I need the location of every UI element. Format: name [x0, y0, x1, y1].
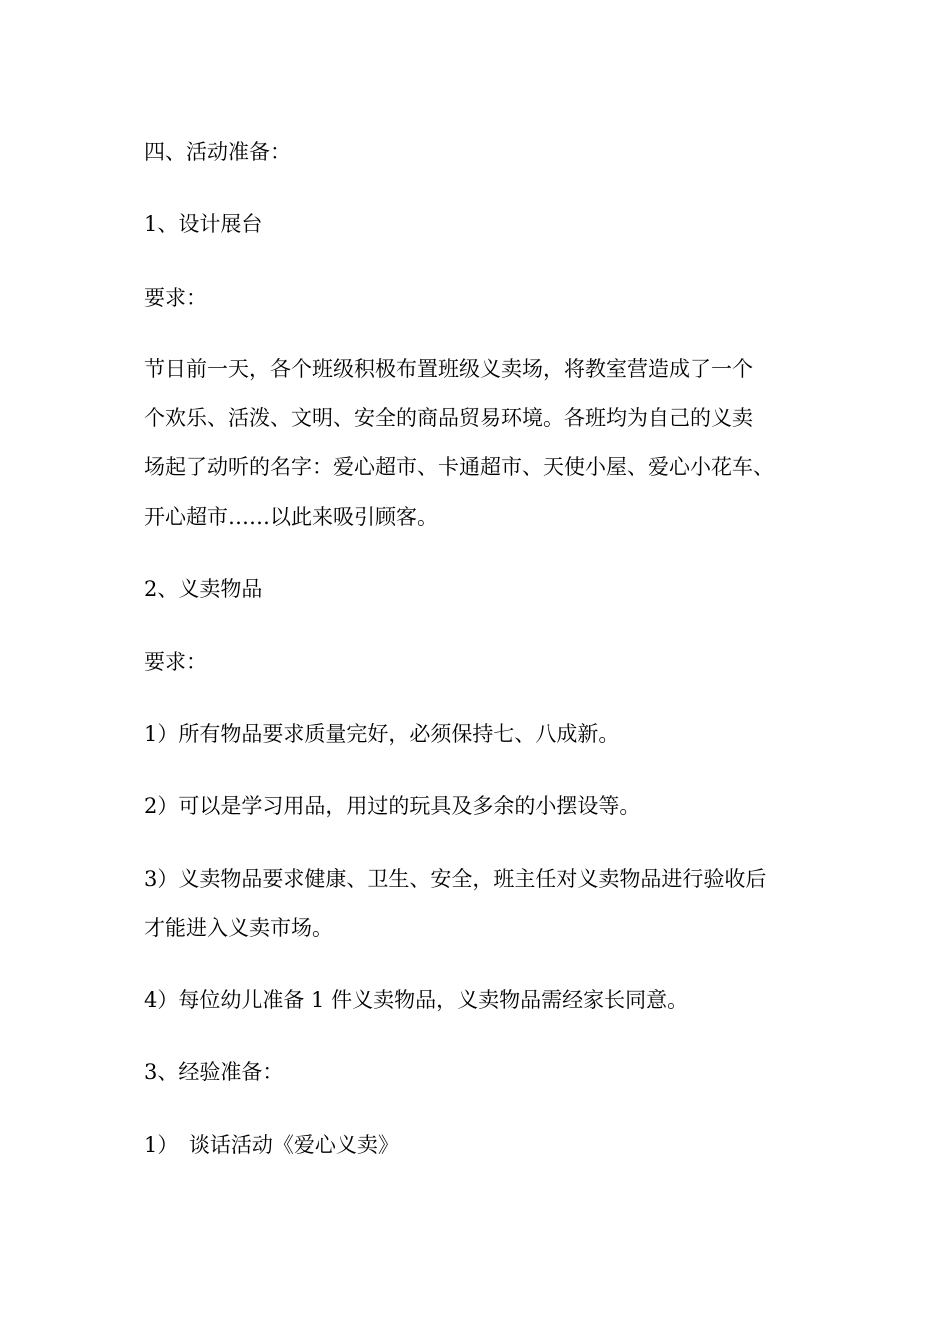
- item1-paragraph-line: 开心超市……以此来吸引顾客。: [144, 505, 438, 529]
- item2-rule: 4）每位幼儿准备 1 件义卖物品，义卖物品需经家长同意。: [144, 988, 689, 1012]
- item2-rule: 才能进入义卖市场。: [144, 916, 333, 940]
- item3-heading: 3、经验准备：: [144, 1060, 284, 1084]
- item2-rule: 3）义卖物品要求健康、卫生、安全，班主任对义卖物品进行验收后: [144, 867, 767, 891]
- item2-heading: 2、义卖物品: [144, 577, 263, 601]
- item1-paragraph-line: 场起了动听的名字：爱心超市、卡通超市、天使小屋、爱心小花车、: [144, 455, 774, 479]
- item2-rule: 1）所有物品要求质量完好，必须保持七、八成新。: [144, 722, 620, 746]
- item1-paragraph-line: 节日前一天，各个班级积极布置班级义卖场，将教室营造成了一个: [144, 357, 753, 381]
- item2-requirement-label: 要求：: [144, 650, 207, 674]
- item1-heading: 1、设计展台: [144, 212, 263, 236]
- section-heading: 四、活动准备：: [144, 140, 291, 164]
- item1-requirement-label: 要求：: [144, 286, 207, 310]
- item3-sub-item: 1） 谈话活动《爱心义卖》: [144, 1133, 399, 1157]
- item2-rule: 2）可以是学习用品，用过的玩具及多余的小摆设等。: [144, 794, 641, 818]
- item1-paragraph-line: 个欢乐、活泼、文明、安全的商品贸易环境。各班均为自己的义卖: [144, 406, 753, 430]
